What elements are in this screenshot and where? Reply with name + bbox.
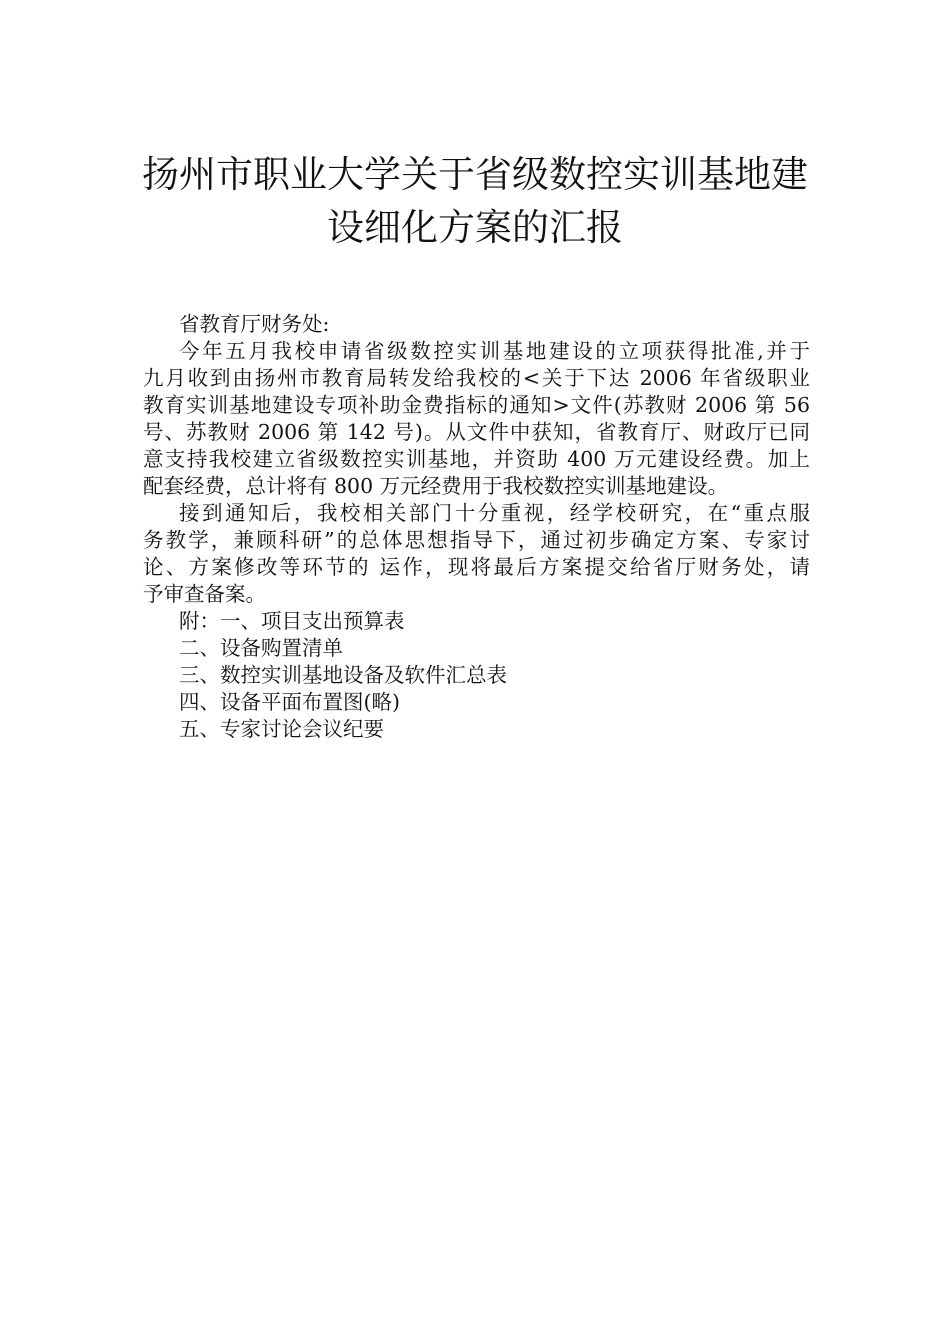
salutation: 省教育厅财务处:	[179, 312, 330, 336]
document-body	[143, 311, 810, 743]
document-title	[120, 148, 830, 254]
paragraph-1-line-4: 号、苏教财 2006 第 142 号)。从文件中获知，省教育厅、财政厅已同	[143, 420, 810, 444]
paragraph-1-line-5: 意支持我校建立省级数控实训基地，并资助 400 万元建设经费。加上	[143, 447, 810, 471]
attachment-item-1: 附：一、项目支出预算表	[179, 609, 405, 633]
attachment-item-2: 二、设备购置清单	[179, 636, 343, 660]
paragraph-1-line-1: 今年五月我校申请省级数控实训基地建设的立项获得批准,并于	[179, 339, 810, 363]
attachment-item-5: 五、专家讨论会议纪要	[179, 717, 384, 741]
paragraph-1-line-3: 教育实训基地建设专项补助金费指标的通知>文件(苏教财 2006 第 56	[143, 393, 810, 417]
paragraph-1-line-2: 九月收到由扬州市教育局转发给我校的<关于下达 2006 年省级职业	[143, 366, 810, 390]
paragraph-2-line-1: 接到通知后，我校相关部门十分重视，经学校研究，在“重点服	[179, 501, 810, 525]
title-line-1: 扬州市职业大学关于省级数控实训基地建	[142, 153, 808, 196]
title-line-2: 设细化方案的汇报	[327, 206, 623, 249]
paragraph-1-line-6: 配套经费，总计将有 800 万元经费用于我校数控实训基地建设。	[143, 474, 729, 498]
paragraph-2-line-2: 务教学，兼顾科研”的总体思想指导下，通过初步确定方案、专家讨	[143, 528, 810, 552]
attachment-item-4: 四、设备平面布置图(略)	[179, 690, 400, 714]
attachment-item-3: 三、数控实训基地设备及软件汇总表	[179, 663, 507, 687]
paragraph-2-line-4: 予审查备案。	[143, 582, 266, 606]
paragraph-2-line-3: 论、方案修改等环节的 运作，现将最后方案提交给省厅财务处，请	[143, 555, 810, 579]
